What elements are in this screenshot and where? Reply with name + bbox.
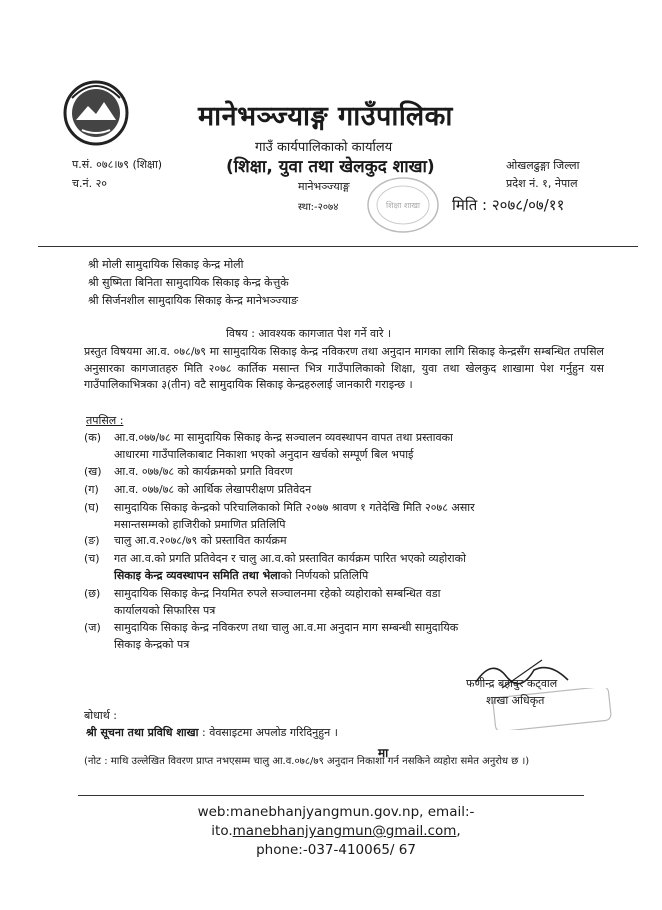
bodharth-text: : वेवसाइटमा अपलोड गरिदिनुहुन । xyxy=(198,726,338,739)
list-item xyxy=(84,533,604,550)
bodharth-recipient: श्री सूचना तथा प्रविधि शाखा xyxy=(86,726,199,739)
item-text: सामुदायिक सिकाइ केन्द्रको परिचालिकाको मिति २०७७ श्रावण १ गतेदेखि मिति २०७८ असार xyxy=(114,501,475,514)
footnote: (नोट : माथि उल्लेखित विवरण प्राप्त नभएसम्म चालु आ.व.०७८/७९ अनुदान निकाशा गर्न नसकिने व्यहोरा समेत अनुरोध छ ।) xyxy=(84,756,530,767)
signatory-role: शाखा अधिकृत xyxy=(486,694,545,707)
tapsil-heading: तपसिल : xyxy=(86,414,124,427)
recipient-3: श्री सिर्जनशील सामुदायिक सिकाइ केन्द्र मानेभञ्ज्याङ xyxy=(88,294,298,307)
list-item xyxy=(84,586,604,619)
office-stamp-icon xyxy=(364,174,442,236)
item-key: (ङ) xyxy=(84,534,100,547)
item-continuation: आधारमा गाउँपालिकाबाट निकाशा भएको अनुदान खर्चको सम्पूर्ण बिल भपाई xyxy=(114,447,414,461)
footer-line-1 xyxy=(96,803,576,841)
footer-divider xyxy=(78,795,584,796)
footer-contact xyxy=(96,803,576,860)
district-label: ओखलढुङ्गा जिल्ला xyxy=(506,159,580,172)
list-item xyxy=(84,551,604,584)
footer-suffix: , xyxy=(456,823,461,839)
letter-subject: विषय : आवश्यक कागजात पेश गर्ने वारे । xyxy=(226,327,392,340)
item-continuation: को निर्णयको प्रतिलिपि xyxy=(280,568,369,582)
handwritten-mark: मा xyxy=(378,746,389,760)
letter-body: प्रस्तुत विषयमा आ.व. ०७८/७९ मा सामुदायिक सिकाइ केन्द्र नविकरण तथा अनुदान मागका लागि सिकाइ केन्द्रसँग सम्बन्धित तपसिल अनुसारका कागजातहरु मिति २०७८ कार्तिक मसान्त भित्र गाउँपालिकाको शिक्षा, युवा तथा खेलकुद शाखामा पेश गर्नुहुन यस गाउँपालिकाभित्रका ३(तीन) वटै सामुदायिक सिकाइ केन्द्रहरुलाई जानकारी गराइन्छ । xyxy=(84,345,604,392)
item-key: (ग) xyxy=(84,483,99,496)
letter-date: मिति : २०७८/०७/११ xyxy=(452,196,565,214)
list-item xyxy=(84,620,604,653)
item-key: (ख) xyxy=(84,465,102,478)
header-divider xyxy=(38,246,638,247)
item-text: चालु आ.व.२०७८/७९ को प्रस्तावित कार्यक्रम xyxy=(114,534,287,547)
footer-phone: phone:-037-410065/ 67 xyxy=(256,842,416,858)
item-continuation: कार्यालयको सिफारिस पत्र xyxy=(114,603,216,617)
item-key: (च) xyxy=(84,552,100,565)
branch-title: (शिक्षा, युवा तथा खेलकुद शाखा) xyxy=(226,157,435,177)
office-subtitle: गाउँ कार्यपालिकाको कार्यालय xyxy=(255,140,393,155)
item-bold-text: सिकाइ केन्द्र व्यवस्थापन समिति तथा भेला xyxy=(114,568,281,582)
office-title: मानेभञ्ज्याङ्ग गाउँपालिका xyxy=(198,101,453,132)
item-key: (छ) xyxy=(84,587,101,600)
list-item xyxy=(84,500,604,533)
reference-number: प.सं. ०७८।७९ (शिक्षा) xyxy=(72,158,163,171)
recipient-1: श्री मोली सामुदायिक सिकाइ केन्द्र मोली xyxy=(88,258,244,271)
item-continuation: सिकाइ केन्द्रको पत्र xyxy=(114,637,190,651)
item-key: (ज) xyxy=(84,621,101,634)
footer-email-link[interactable]: manebhanjyangmun@gmail.com xyxy=(232,823,457,839)
stamp-text: शिक्षा शाखा xyxy=(386,201,420,210)
item-text: आ.व.०७७/७८ मा सामुदायिक सिकाइ केन्द्र सञ्चालन व्यवस्थापन वापत तथा प्रस्तावका xyxy=(114,431,453,444)
list-item xyxy=(84,464,604,481)
item-text: आ.व. ०७७/७८ को आर्थिक लेखापरीक्षण प्रतिवेदन xyxy=(114,483,312,496)
recipient-2: श्री सुष्मिता बिनिता सामुदायिक सिकाइ केन्द्र केत्तुके xyxy=(88,276,289,289)
province-label: प्रदेश नं. १, नेपाल xyxy=(506,177,578,190)
nepal-emblem-icon xyxy=(62,78,130,148)
item-key: (घ) xyxy=(84,501,100,514)
item-text: सामुदायिक सिकाइ केन्द्र नियमित रुपले सञ्चालनमा रहेको व्यहोराको सम्बन्धित वडा xyxy=(114,587,441,600)
list-item xyxy=(84,430,604,463)
signatory-name: फणीन्द्र बहादुर कट्वाल xyxy=(466,677,558,690)
item-text: सामुदायिक सिकाइ केन्द्र नविकरण तथा चालु आ.व.मा अनुदान माग सम्बन्धी सामुदायिक xyxy=(114,621,459,634)
item-text: आ.व. ०७७/७८ को कार्यक्रमको प्रगति विवरण xyxy=(114,465,293,478)
list-item xyxy=(84,482,604,499)
established-year: स्था:-२०७४ xyxy=(298,202,339,213)
dispatch-number: च.नं. २० xyxy=(72,177,108,190)
office-place: मानेभञ्ज्याङ्ग xyxy=(298,180,350,193)
item-continuation: मसान्तसम्मको हाजिरीको प्रमाणित प्रतिलिपि xyxy=(114,517,286,531)
bodharth-label: बोधार्थ : xyxy=(84,709,117,722)
footer-web: web:manebhanjyangmun.gov.np, email:- ito. xyxy=(197,804,475,839)
item-key: (क) xyxy=(84,431,102,444)
item-text: गत आ.व.को प्रगति प्रतिवेदन र चालु आ.व.को प्रस्तावित कार्यक्रम पारित भएको व्यहोराको xyxy=(114,552,466,565)
bodharth-line xyxy=(86,725,338,740)
